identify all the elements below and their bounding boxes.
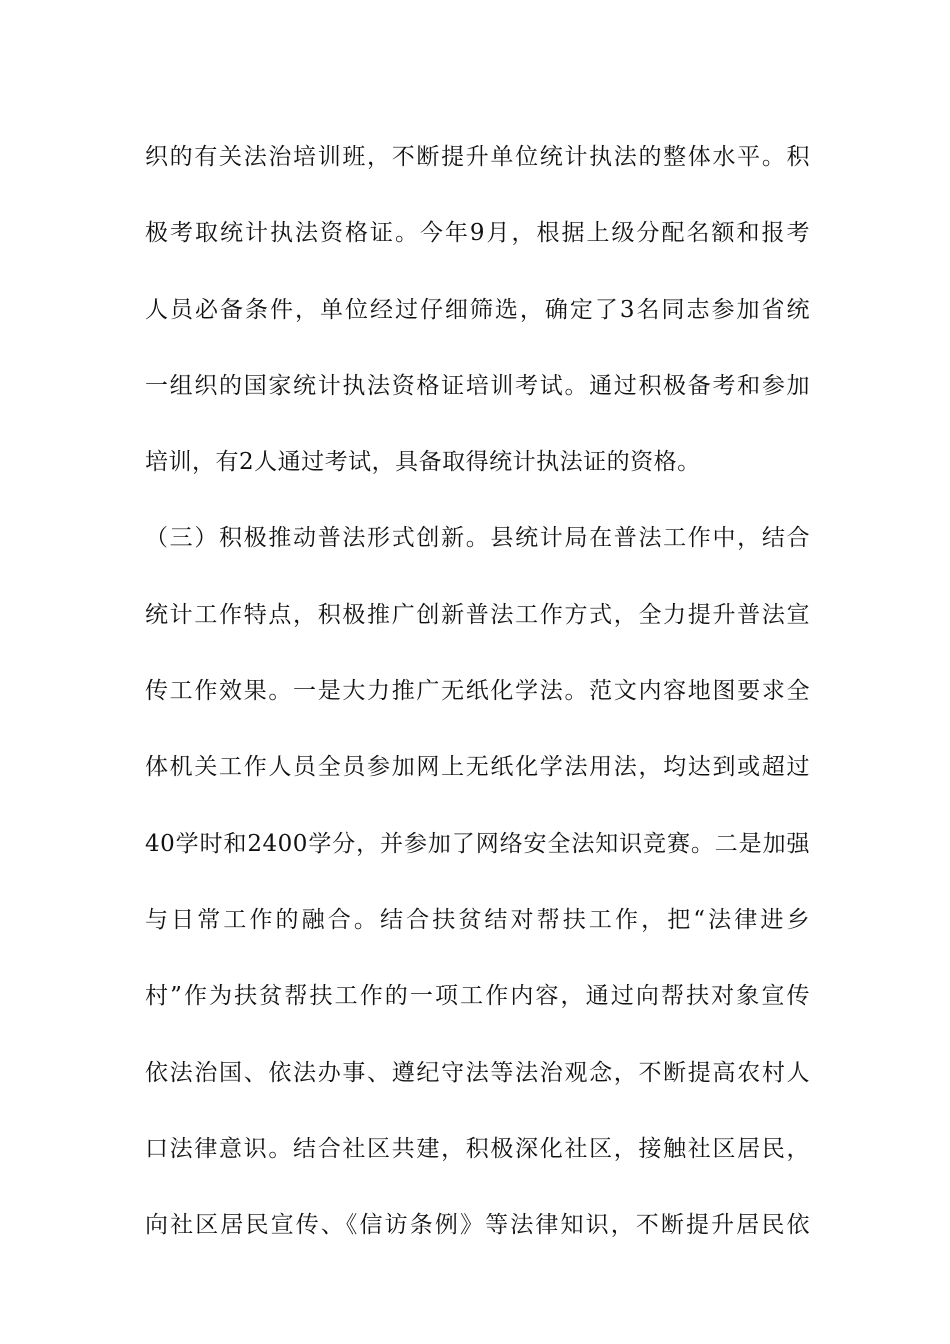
text-line-15: 向社区居民宣传、《信访条例》等法律知识，不断提升居民依 <box>145 1212 810 1239</box>
text-line-6: （三）积极推动普法形式创新。县统计局在普法工作中，结合 <box>145 525 810 552</box>
text-line-8: 传工作效果。一是大力推广无纸化学法。范文内容地图要求全 <box>145 678 810 705</box>
text-line-13: 依法治国、依法办事、遵纪守法等法治观念，不断提高农村人 <box>145 1059 810 1086</box>
text-line-2: 极考取统计执法资格证。今年9月，根据上级分配名额和报考 <box>145 220 810 247</box>
text-line-14: 口法律意识。结合社区共建，积极深化社区，接触社区居民， <box>145 1135 810 1162</box>
text-line-4: 一组织的国家统计执法资格证培训考试。通过积极备考和参加 <box>145 372 810 399</box>
text-line-12: 村”作为扶贫帮扶工作的一项工作内容，通过向帮扶对象宣传 <box>145 983 810 1010</box>
body-text <box>145 131 810 1275</box>
text-line-5: 培训，有2人通过考试，具备取得统计执法证的资格。 <box>145 449 701 476</box>
text-line-9: 体机关工作人员全员参加网上无纸化学法用法，均达到或超过 <box>145 754 810 781</box>
text-line-10: 40学时和2400学分，并参加了网络安全法知识竞赛。二是加强 <box>145 830 810 857</box>
text-line-7: 统计工作特点，积极推广创新普法工作方式，全力提升普法宣 <box>145 601 810 628</box>
text-line-1: 织的有关法治培训班，不断提升单位统计执法的整体水平。积 <box>145 144 810 170</box>
text-line-11: 与日常工作的融合。结合扶贫结对帮扶工作，把“法律进乡 <box>145 906 810 933</box>
text-line-3: 人员必备条件，单位经过仔细筛选，确定了3名同志参加省统 <box>145 296 810 323</box>
